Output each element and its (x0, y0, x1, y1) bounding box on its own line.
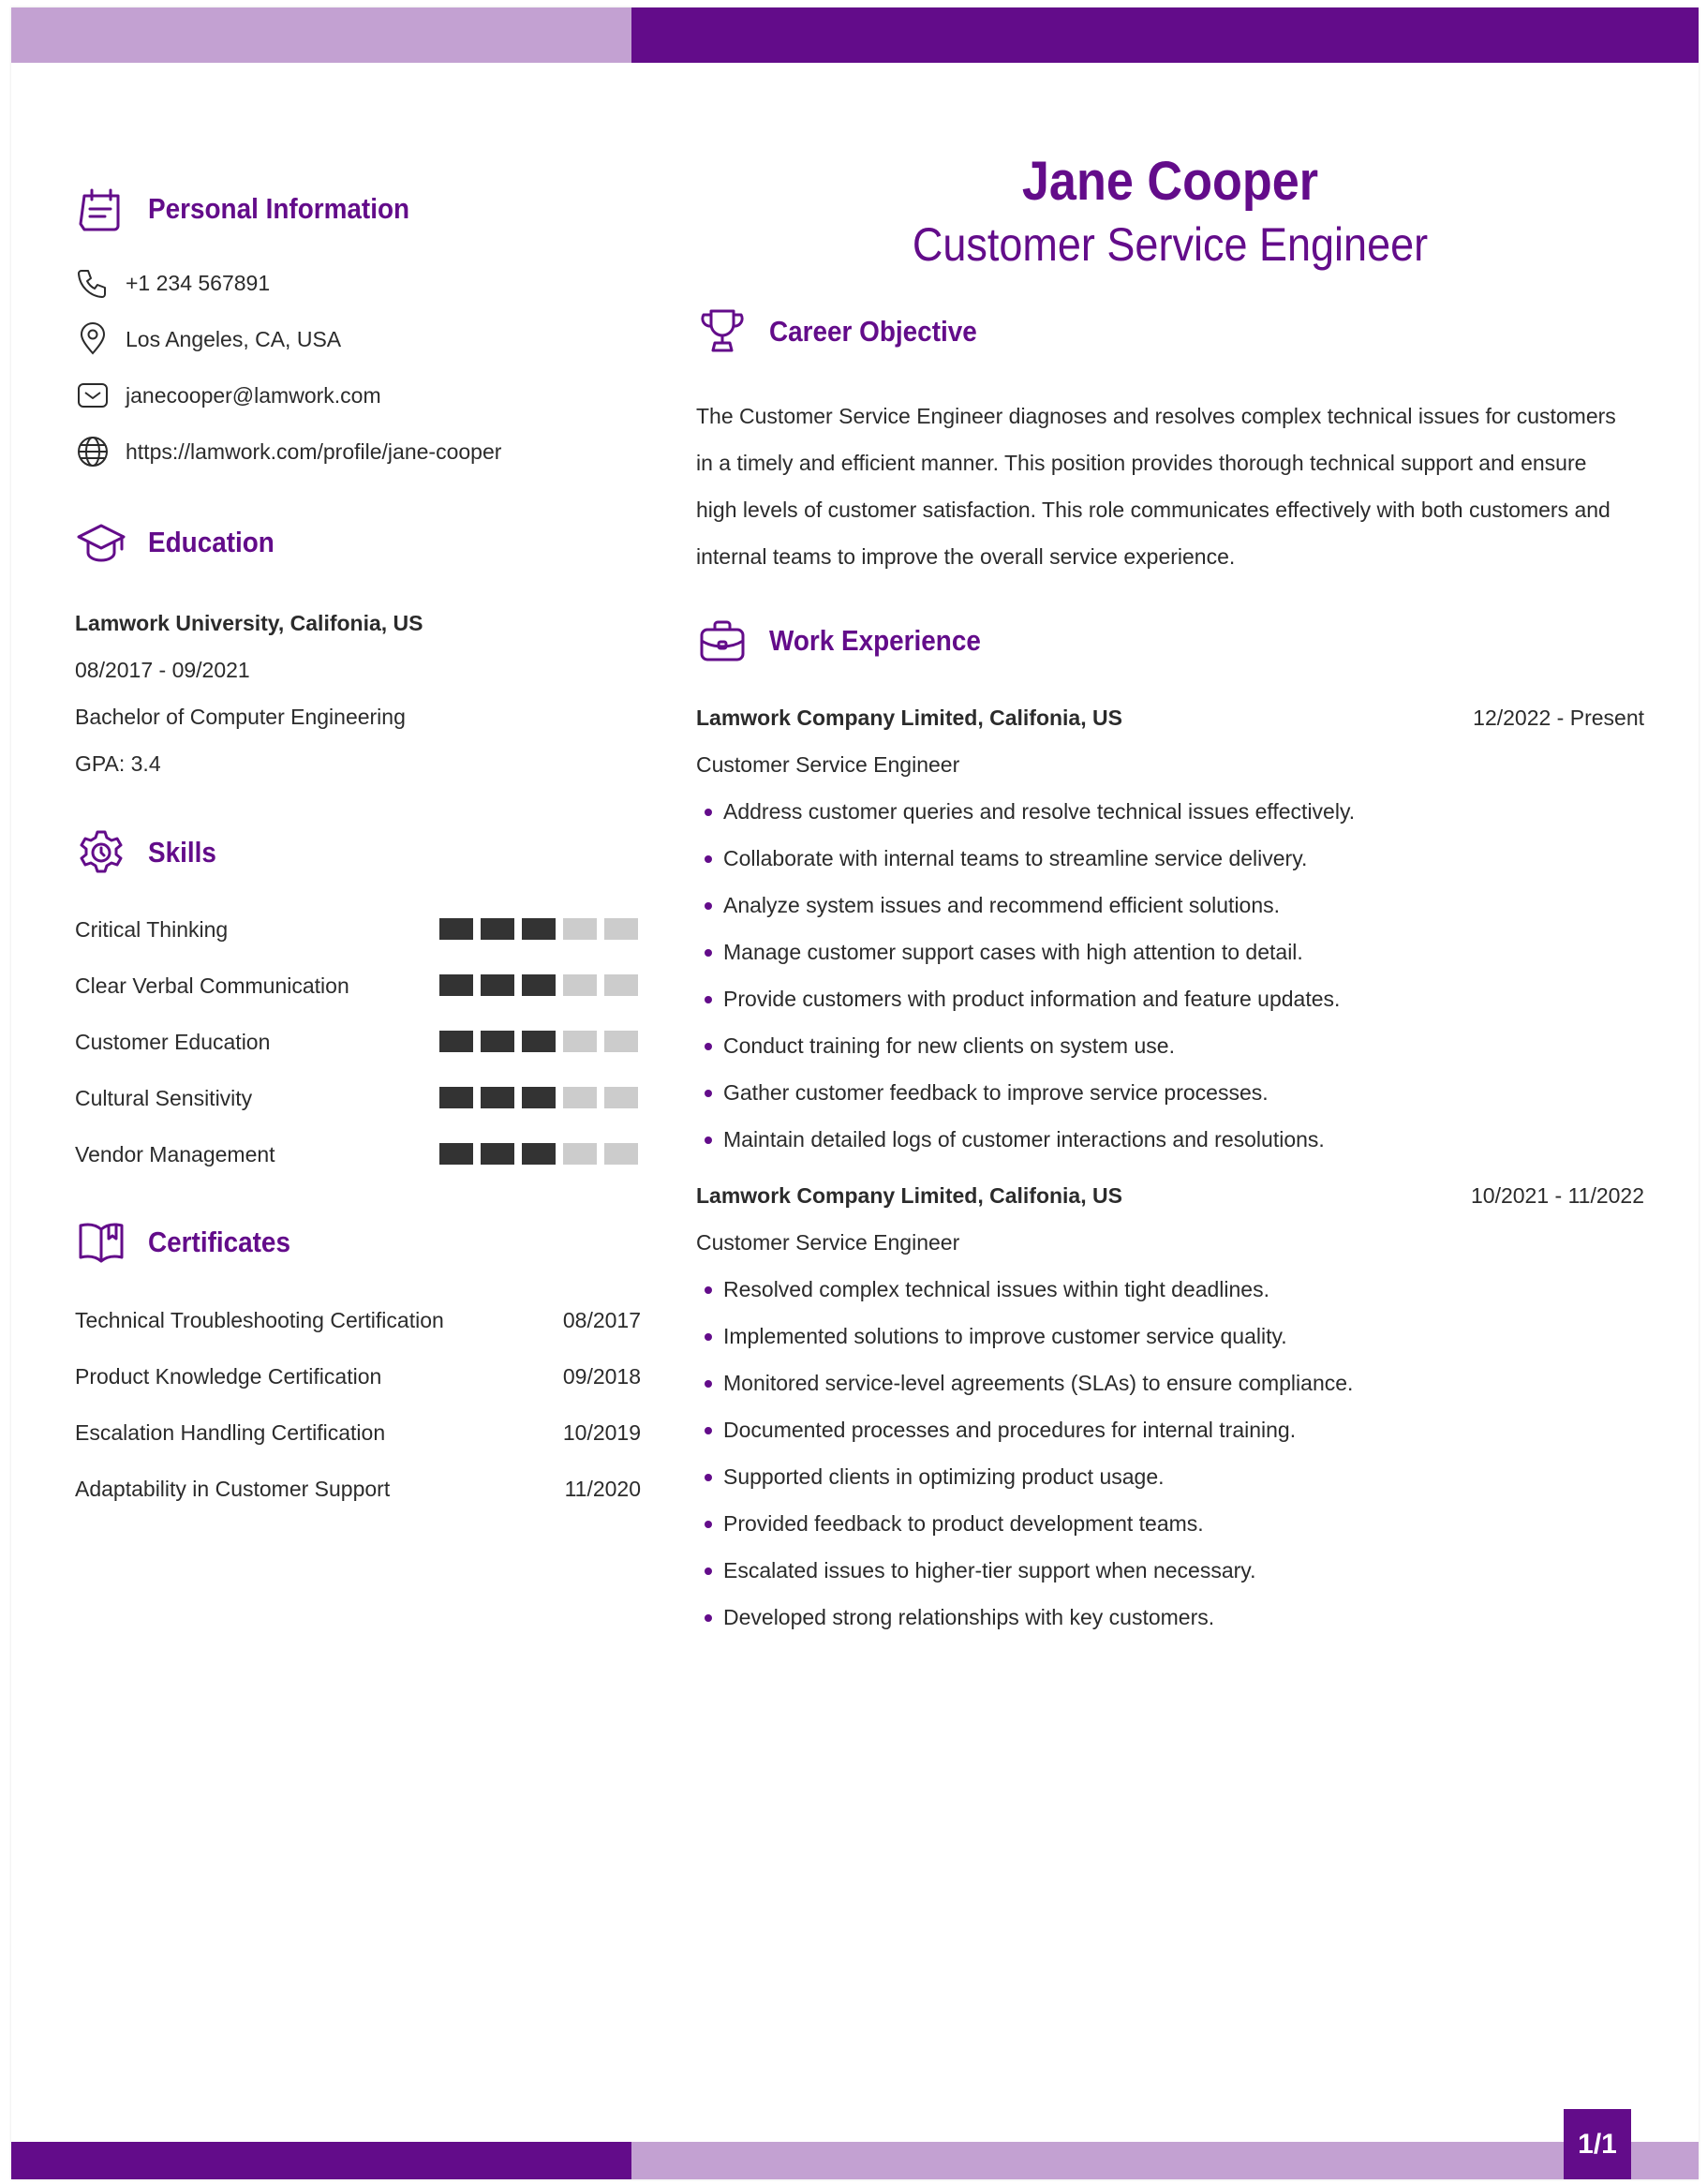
top-band-light (11, 7, 631, 63)
bullet-text: Provide customers with product information and feature updates. (723, 987, 1341, 1011)
bullet-dot (705, 1567, 712, 1575)
certificate-row (75, 1301, 641, 1339)
bullet-text: Analyze system issues and recommend efficient solutions. (723, 893, 1281, 917)
job-header (696, 1183, 1644, 1209)
certificate-date: 10/2019 (562, 1419, 641, 1445)
bullet-text: Conduct training for new clients on system use. (723, 1033, 1175, 1058)
bullet-text: Developed strong relationships with key customers. (723, 1605, 1215, 1629)
bullet-text: Provided feedback to product development teams. (723, 1511, 1204, 1536)
job-bullet (696, 1127, 1325, 1152)
skill-level-empty (563, 1143, 597, 1165)
job-company: Lamwork Company Limited, Califonia, US (696, 706, 1122, 730)
bullet-text: Gather customer feedback to improve service processes. (723, 1080, 1269, 1105)
globe-icon (75, 434, 111, 469)
bullet-text: Escalated issues to higher-tier support when necessary. (723, 1558, 1256, 1582)
skill-level-filled (439, 918, 473, 940)
skill-level-empty (563, 918, 597, 940)
skill-level-empty (604, 974, 638, 996)
certificate-name: Escalation Handling Certification (75, 1419, 386, 1445)
website-link[interactable]: https://lamwork.com/profile/jane-cooper (126, 438, 502, 464)
skills-header (75, 826, 224, 879)
section-title: Certificates (148, 1226, 290, 1258)
bullet-text: Implemented solutions to improve customer service quality. (723, 1324, 1287, 1348)
bullet-dot (705, 855, 712, 863)
bottom-band-light (631, 2142, 1699, 2179)
candidate-role: Customer Service Engineer (912, 218, 1429, 271)
skill-level-empty (604, 918, 638, 940)
skill-row (75, 1136, 637, 1173)
contact-email (75, 377, 381, 414)
job-bullet (696, 1277, 1269, 1302)
job-bullet (696, 1511, 1204, 1537)
bullet-dot (705, 1333, 712, 1341)
section-title: Education (148, 526, 275, 558)
career-objective-text: The Customer Service Engineer diagnoses and resolves complex technical issues for customers in a timely and efficient manner. This position provides thorough technical support and ensure high levels of customer satisfaction. This role communicates effectively with both customers and internal teams to improve the overall service experience. (696, 404, 1616, 569)
section-title: Career Objective (769, 315, 977, 348)
career-objective-header (696, 305, 1000, 358)
bullet-dot (705, 902, 712, 910)
bullet-dot (705, 1614, 712, 1622)
skill-level-empty (604, 1143, 638, 1165)
job-bullet (696, 1080, 1269, 1106)
education-degree: Bachelor of Computer Engineering (75, 705, 406, 729)
skill-name: Clear Verbal Communication (75, 973, 349, 998)
certificate-name: Technical Troubleshooting Certification (75, 1307, 444, 1332)
bullet-text: Address customer queries and resolve technical issues effectively. (723, 799, 1356, 824)
certificate-row (75, 1470, 641, 1508)
skill-name: Customer Education (75, 1029, 271, 1054)
skill-level-bar (439, 1031, 638, 1052)
skill-level-filled (439, 974, 473, 996)
bullet-dot (705, 1521, 712, 1528)
personal-info-header (75, 183, 438, 235)
bullet-dot (705, 1427, 712, 1434)
location-text: Los Angeles, CA, USA (126, 326, 342, 351)
bullet-text: Collaborate with internal teams to streamline service delivery. (723, 846, 1308, 870)
job-bullet (696, 1033, 1175, 1059)
bullet-text: Maintain detailed logs of customer interactions and resolutions. (723, 1127, 1325, 1151)
mail-icon (75, 378, 111, 413)
bullet-dot (705, 1286, 712, 1294)
skill-row (75, 1023, 637, 1061)
bottom-band-dark (11, 2142, 631, 2179)
job-bullet (696, 1558, 1255, 1583)
bullet-text: Monitored service-level agreements (SLAs) to ensure compliance. (723, 1371, 1354, 1395)
skill-level-filled (522, 918, 556, 940)
skill-level-filled (522, 1143, 556, 1165)
certificate-row (75, 1358, 641, 1395)
education-gpa: GPA: 3.4 (75, 751, 161, 776)
skill-level-empty (563, 974, 597, 996)
certificate-date: 08/2017 (562, 1307, 641, 1332)
job-dates: 10/2021 - 11/2022 (1470, 1183, 1644, 1208)
job-bullet (696, 987, 1340, 1012)
skill-level-bar (439, 1087, 638, 1108)
skill-level-bar (439, 974, 638, 996)
certificate-row (75, 1414, 641, 1451)
skill-level-empty (563, 1031, 597, 1052)
skill-level-filled (439, 1143, 473, 1165)
bullet-dot (705, 1380, 712, 1388)
skill-level-filled (522, 1087, 556, 1108)
skill-level-filled (481, 918, 514, 940)
certificate-date: 09/2018 (562, 1363, 641, 1389)
trophy-icon (696, 305, 749, 358)
education-header (75, 516, 289, 569)
job-bullet (696, 799, 1355, 825)
bullet-dot (705, 1090, 712, 1097)
certificates-header (75, 1216, 306, 1269)
bullet-dot (705, 809, 712, 816)
calendar-note-icon (75, 183, 127, 235)
certificate-date: 11/2020 (564, 1476, 641, 1501)
skill-level-filled (522, 1031, 556, 1052)
contact-location (75, 320, 341, 358)
job-bullet (696, 1371, 1353, 1396)
skill-level-empty (604, 1031, 638, 1052)
email-link[interactable]: janecooper@lamwork.com (126, 382, 381, 408)
resume-page (11, 7, 1699, 2179)
skill-level-empty (604, 1087, 638, 1108)
skill-level-filled (522, 974, 556, 996)
candidate-name: Jane Cooper (1021, 151, 1319, 212)
bullet-dot (705, 949, 712, 957)
skill-level-filled (481, 1087, 514, 1108)
skill-level-filled (481, 974, 514, 996)
book-icon (75, 1216, 127, 1269)
job-bullet (696, 1418, 1296, 1443)
work-experience-header (696, 615, 1004, 667)
job-position: Customer Service Engineer (696, 752, 960, 777)
skill-name: Critical Thinking (75, 916, 229, 942)
page-number: 1/1 (1564, 2109, 1631, 2179)
bullet-dot (705, 996, 712, 1003)
skill-level-filled (439, 1087, 473, 1108)
job-bullet (696, 940, 1303, 965)
education-dates: 08/2017 - 09/2021 (75, 658, 250, 682)
contact-phone (75, 264, 270, 302)
section-title: Work Experience (769, 624, 981, 657)
job-header (696, 706, 1644, 731)
job-bullet (696, 1324, 1287, 1349)
bullet-dot (705, 1474, 712, 1481)
job-company: Lamwork Company Limited, Califonia, US (696, 1183, 1122, 1208)
phone-icon (75, 265, 111, 301)
job-bullet (696, 893, 1280, 918)
skill-level-filled (481, 1143, 514, 1165)
certificate-name: Product Knowledge Certification (75, 1363, 382, 1389)
section-title: Personal Information (148, 192, 410, 225)
certificate-name: Adaptability in Customer Support (75, 1476, 391, 1501)
skill-level-bar (439, 1143, 638, 1165)
skill-row (75, 1079, 637, 1117)
job-bullet (696, 1464, 1165, 1490)
job-dates: 12/2022 - Present (1473, 706, 1644, 730)
job-bullet (696, 1605, 1214, 1630)
education-school: Lamwork University, Califonia, US (75, 611, 423, 635)
skill-name: Vendor Management (75, 1141, 275, 1166)
bullet-text: Resolved complex technical issues within tight deadlines. (723, 1277, 1269, 1301)
bullet-text: Manage customer support cases with high attention to detail. (723, 940, 1303, 964)
graduation-cap-icon (75, 516, 127, 569)
bullet-dot (705, 1137, 712, 1144)
location-pin-icon (75, 321, 111, 357)
section-title: Skills (148, 836, 216, 869)
bullet-dot (705, 1043, 712, 1050)
skill-row (75, 967, 637, 1004)
skill-name: Cultural Sensitivity (75, 1085, 253, 1110)
phone-text: +1 234 567891 (126, 270, 271, 295)
skill-row (75, 911, 637, 948)
skill-level-filled (481, 1031, 514, 1052)
skill-level-bar (439, 918, 638, 940)
top-band-dark (631, 7, 1699, 63)
contact-website (75, 433, 501, 470)
job-position: Customer Service Engineer (696, 1230, 960, 1255)
briefcase-icon (696, 615, 749, 667)
bullet-text: Documented processes and procedures for internal training. (723, 1418, 1297, 1442)
bullet-text: Supported clients in optimizing product usage. (723, 1464, 1165, 1489)
skill-level-empty (563, 1087, 597, 1108)
job-bullet (696, 846, 1307, 871)
skill-level-filled (439, 1031, 473, 1052)
gear-icon (75, 826, 127, 879)
